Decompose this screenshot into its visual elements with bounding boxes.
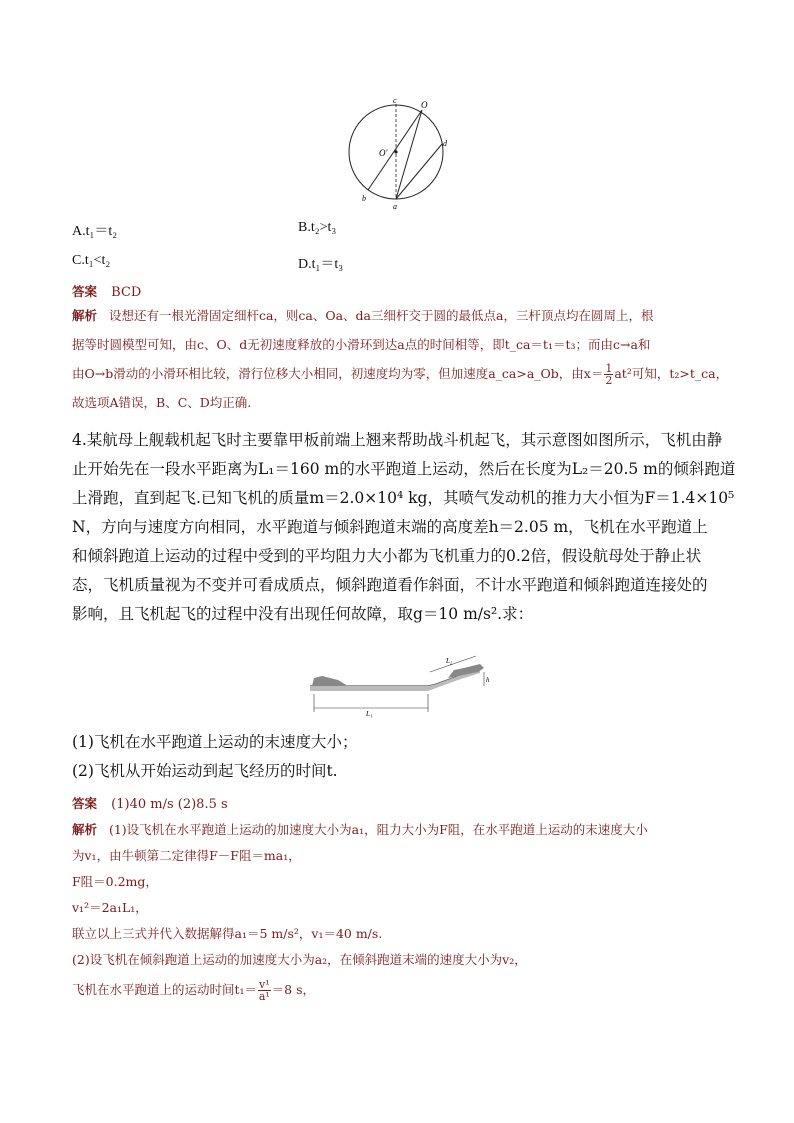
- deck-body: [310, 686, 428, 691]
- fraction-half: [604, 363, 613, 386]
- analysis3-line1: 设想还有一根光滑固定细杆ca，则ca、Oa、da三细杆交于圆的最低点a，三杆顶点均在圆周上，根: [108, 308, 654, 323]
- question-2: (2)飞机从开始运动到起飞经历的时间t.: [72, 762, 338, 780]
- answer-label: 答案: [72, 284, 98, 299]
- label-a: a: [393, 202, 397, 210]
- analysis-block-3: [72, 301, 732, 417]
- circle-diagram: [340, 98, 460, 210]
- analysis-label: 解析: [72, 308, 98, 323]
- option-a: A.t₁＝t₂: [72, 224, 118, 239]
- option-b: B.t₂>t₃: [298, 220, 337, 235]
- problem-4: [72, 426, 736, 629]
- h-label: h: [486, 676, 490, 684]
- option-c: C.t₁<t₂: [72, 253, 111, 268]
- runway-diagram: [308, 650, 492, 720]
- analysis4-line4: v₁²＝2a₁L₁，: [72, 900, 148, 915]
- analysis3-line3a: 由O→b滑动的小滑环相比较，滑行位移大小相同，初速度均为零，但加速度a_ca>a_Ob，由x＝: [72, 366, 604, 381]
- analysis4-line3: F阻＝0.2mg，: [72, 874, 158, 889]
- label-O-prime: O': [379, 148, 388, 158]
- answer4-label: 答案: [72, 796, 98, 811]
- answer-value: BCD: [111, 285, 142, 300]
- label-O: O: [421, 100, 428, 110]
- fraction-denominator: 2: [605, 374, 613, 387]
- plane-start: [312, 676, 348, 686]
- fraction-v-over-a: [258, 979, 271, 1002]
- problem4-line1: 4.某航母上舰载机起飞时主要靠甲板前端上翘来帮助战斗机起飞，其示意图如图所示，飞机由静: [72, 431, 723, 449]
- answer-block-3: [72, 282, 141, 300]
- analysis4-line7b: ＝8 s，: [271, 982, 316, 997]
- fraction2-denominator: a¹: [258, 990, 270, 1003]
- chord-Oa: [396, 110, 422, 199]
- analysis4-line2: 为v₁，由牛顿第二定律得F－F阻＝ma₁，: [72, 848, 301, 863]
- analysis3-line2: 据等时圆模型可知，由c、O、d无初速度释放的小滑环到达a点的时间相等，即t_ca＝t₁＝t₃；而由c→a和: [72, 337, 651, 352]
- label-c: c: [393, 98, 397, 105]
- questions: [72, 728, 732, 786]
- answer4-value: (1)40 m/s (2)8.5 s: [111, 797, 228, 812]
- analysis4-line6: (2)设飞机在倾斜跑道上运动的加速度大小为a₂，在倾斜跑道末端的速度大小为v₂，: [72, 952, 527, 967]
- option-d: D.t₁＝t₃: [298, 257, 344, 272]
- runway-figure: [308, 650, 492, 720]
- analysis4-label: 解析: [72, 822, 98, 837]
- problem4-line4: N，方向与速度方向相同，水平跑道与倾斜跑道末端的高度差h＝2.05 m，飞机在水平跑道上: [72, 518, 708, 536]
- analysis4-line7a: 飞机在水平跑道上的运动时间t₁＝: [72, 982, 258, 997]
- problem4-line3: 上滑跑，直到起飞.已知飞机的质量m＝2.0×10⁴ kg，其喷气发动机的推力大小恒为F＝1.4×10⁵: [72, 489, 735, 507]
- analysis3-line3b: at²可知，t₂>t_ca，: [614, 366, 729, 381]
- answer-block-4: [72, 794, 228, 812]
- chord-da: [396, 144, 442, 199]
- label-b: b: [362, 194, 366, 203]
- center-point: [394, 150, 397, 153]
- L1-label: L₁: [366, 710, 373, 718]
- analysis-block-4: [72, 817, 732, 1003]
- fraction-numerator: 1: [605, 362, 613, 375]
- problem4-line7: 影响，且飞机起飞的过程中没有出现任何故障，取g＝10 m/s².求：: [72, 605, 534, 623]
- problem4-line5: 和倾斜跑道上运动的过程中受到的平均阻力大小都为飞机重力的0.2倍，假设航母处于静止状: [72, 547, 702, 565]
- label-d: d: [443, 139, 447, 148]
- analysis4-line1: (1)设飞机在水平跑道上运动的加速度大小为a₁，阻力大小为F阻，在水平跑道上运动的末速度大小: [108, 822, 648, 837]
- L2-label: L₂: [446, 657, 453, 665]
- circle-figure: [340, 98, 460, 210]
- analysis4-line5: 联立以上三式并代入数据解得a₁＝5 m/s²，v₁＝40 m/s.: [72, 926, 383, 941]
- problem4-line6: 态，飞机质量视为不变并可看成质点，倾斜跑道看作斜面，不计水平跑道和倾斜跑道连接处的: [72, 576, 708, 594]
- fraction2-numerator: v¹: [259, 978, 270, 991]
- problem4-line2: 止开始先在一段水平距离为L₁＝160 m的水平跑道上运动，然后在长度为L₂＝20.5 m的倾斜跑道: [72, 460, 736, 478]
- analysis3-line4: 故选项A错误，B、C、D均正确.: [72, 395, 252, 410]
- question-1: (1)飞机在水平跑道上运动的末速度大小；: [72, 733, 358, 751]
